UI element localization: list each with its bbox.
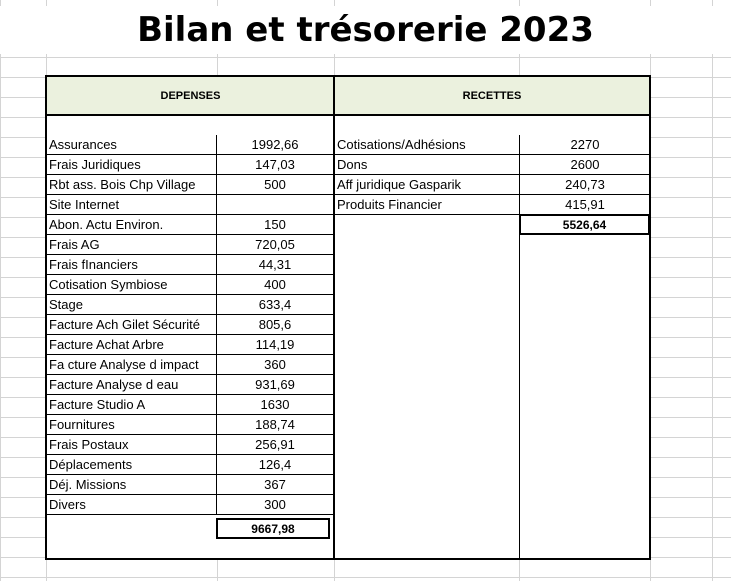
depense-value-cell[interactable]: 150 bbox=[217, 215, 334, 235]
depense-label-cell[interactable]: Frais fInanciers bbox=[47, 255, 217, 275]
depense-label-cell[interactable]: Facture Achat Arbre bbox=[47, 335, 217, 355]
depense-value-cell[interactable] bbox=[217, 195, 334, 215]
depense-label-cell[interactable]: Fa cture Analyse d impact bbox=[47, 355, 217, 375]
depenses-total[interactable] bbox=[216, 518, 330, 539]
recette-value-cell[interactable]: 240,73 bbox=[520, 175, 651, 195]
table-row bbox=[47, 495, 334, 515]
page-title: Bilan et trésorerie 2023 bbox=[0, 6, 731, 54]
recette-value-cell[interactable]: 2270 bbox=[520, 135, 651, 155]
depense-label-cell[interactable]: Facture Analyse d eau bbox=[47, 375, 217, 395]
recette-value-cell[interactable]: 415,91 bbox=[520, 195, 651, 215]
recette-label-cell[interactable]: Cotisations/Adhésions bbox=[335, 135, 520, 155]
table-row bbox=[47, 355, 334, 375]
recettes-label-column bbox=[335, 215, 520, 558]
recettes-total[interactable] bbox=[519, 214, 650, 235]
table-row bbox=[47, 395, 334, 415]
depense-value-cell[interactable]: 400 bbox=[217, 275, 334, 295]
recette-label-cell[interactable]: Dons bbox=[335, 155, 520, 175]
table-row bbox=[47, 295, 334, 315]
depenses-rows bbox=[47, 135, 334, 515]
depense-label-cell[interactable]: Divers bbox=[47, 495, 217, 515]
recette-value-cell[interactable]: 2600 bbox=[520, 155, 651, 175]
depense-value-cell[interactable]: 805,6 bbox=[217, 315, 334, 335]
depense-value-cell[interactable]: 1992,66 bbox=[217, 135, 334, 155]
depense-value-cell[interactable]: 367 bbox=[217, 475, 334, 495]
depense-label-cell[interactable]: Déplacements bbox=[47, 455, 217, 475]
depense-value-cell[interactable]: 1630 bbox=[217, 395, 334, 415]
recettes-header-label: RECETTES bbox=[462, 89, 522, 102]
depenses-total-value: 9667,98 bbox=[251, 522, 295, 536]
recettes-table bbox=[333, 75, 651, 560]
depense-label-cell[interactable]: Déj. Missions bbox=[47, 475, 217, 495]
depense-value-cell[interactable]: 114,19 bbox=[217, 335, 334, 355]
depense-label-cell[interactable]: Fournitures bbox=[47, 415, 217, 435]
depense-value-cell[interactable]: 44,31 bbox=[217, 255, 334, 275]
grid-column-line bbox=[712, 0, 713, 581]
table-row bbox=[47, 155, 334, 175]
recettes-header[interactable] bbox=[335, 77, 649, 116]
table-row bbox=[47, 215, 334, 235]
table-row bbox=[47, 275, 334, 295]
depense-value-cell[interactable]: 147,03 bbox=[217, 155, 334, 175]
depenses-header[interactable] bbox=[47, 77, 334, 116]
table-row bbox=[47, 435, 334, 455]
depenses-table bbox=[45, 75, 336, 560]
depense-value-cell[interactable]: 633,4 bbox=[217, 295, 334, 315]
depense-label-cell[interactable]: Assurances bbox=[47, 135, 217, 155]
table-row bbox=[47, 195, 334, 215]
depenses-header-label: DEPENSES bbox=[160, 89, 221, 102]
depense-label-cell[interactable]: Stage bbox=[47, 295, 217, 315]
recettes-rows bbox=[335, 135, 649, 215]
table-row bbox=[47, 255, 334, 275]
table-row bbox=[335, 175, 649, 195]
table-row bbox=[335, 135, 649, 155]
depense-label-cell[interactable]: Facture Ach Gilet Sécurité bbox=[47, 315, 217, 335]
depense-value-cell[interactable]: 126,4 bbox=[217, 455, 334, 475]
table-row bbox=[47, 375, 334, 395]
table-row bbox=[47, 135, 334, 155]
depense-value-cell[interactable]: 720,05 bbox=[217, 235, 334, 255]
depense-value-cell[interactable]: 360 bbox=[217, 355, 334, 375]
depense-label-cell[interactable]: Frais AG bbox=[47, 235, 217, 255]
recette-label-cell[interactable]: Produits Financier bbox=[335, 195, 520, 215]
table-row bbox=[47, 415, 334, 435]
recette-label-cell[interactable]: Aff juridique Gasparik bbox=[335, 175, 520, 195]
depense-label-cell[interactable]: Frais Juridiques bbox=[47, 155, 217, 175]
table-row bbox=[47, 235, 334, 255]
depense-label-cell[interactable]: Facture Studio A bbox=[47, 395, 217, 415]
table-row bbox=[47, 335, 334, 355]
depense-label-cell[interactable]: Abon. Actu Environ. bbox=[47, 215, 217, 235]
depense-value-cell[interactable]: 188,74 bbox=[217, 415, 334, 435]
recettes-total-value: 5526,64 bbox=[562, 218, 607, 232]
depense-value-cell[interactable]: 300 bbox=[217, 495, 334, 515]
table-row bbox=[47, 455, 334, 475]
depense-value-cell[interactable]: 256,91 bbox=[217, 435, 334, 455]
depense-label-cell[interactable]: Cotisation Symbiose bbox=[47, 275, 217, 295]
depense-value-cell[interactable]: 500 bbox=[217, 175, 334, 195]
depense-label-cell[interactable]: Rbt ass. Bois Chp Village bbox=[47, 175, 217, 195]
table-row bbox=[335, 155, 649, 175]
depense-value-cell[interactable]: 931,69 bbox=[217, 375, 334, 395]
table-row bbox=[47, 175, 334, 195]
table-row bbox=[47, 315, 334, 335]
table-row bbox=[47, 475, 334, 495]
table-row bbox=[335, 195, 649, 215]
depense-label-cell[interactable]: Frais Postaux bbox=[47, 435, 217, 455]
depense-label-cell[interactable]: Site Internet bbox=[47, 195, 217, 215]
